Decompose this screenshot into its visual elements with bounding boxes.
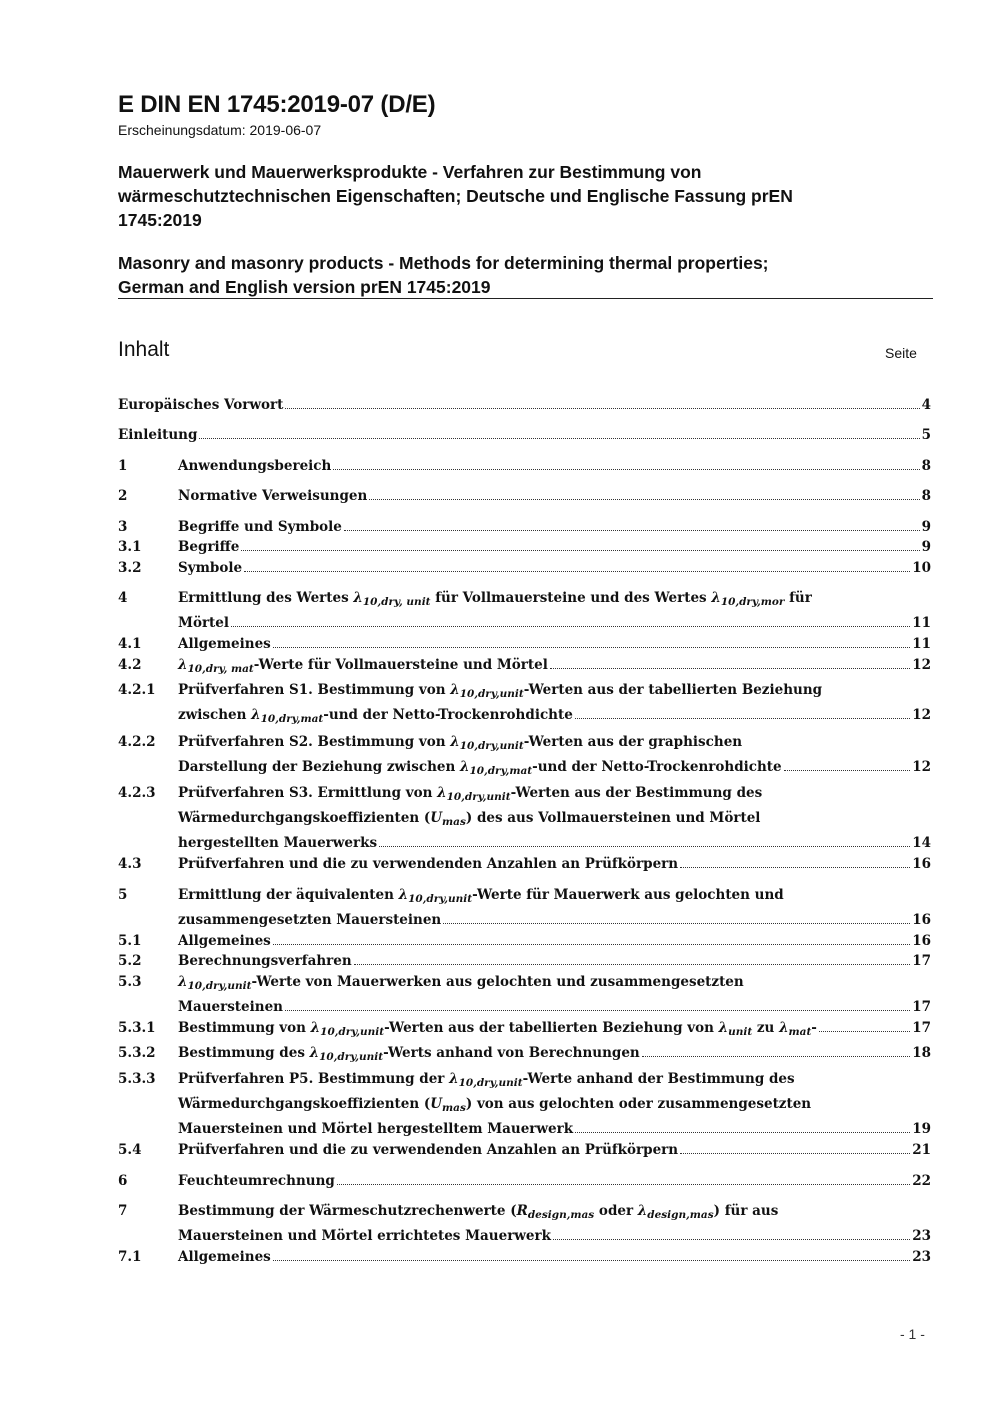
toc-entry-page: 16 bbox=[912, 933, 931, 949]
toc-entry-text: -und der Netto-Trockenrohdichte bbox=[323, 707, 573, 723]
toc-entry-text: Prüfverfahren S1. Bestimmung von bbox=[178, 682, 451, 698]
toc-entry-page: 22 bbox=[912, 1173, 931, 1189]
toc-entry-text: Einleitung bbox=[118, 427, 198, 443]
leader-dots bbox=[354, 964, 911, 965]
toc-entry-number: 4.1 bbox=[118, 636, 142, 652]
lambda-symbol: λ bbox=[450, 734, 460, 750]
toc-entry[interactable] bbox=[118, 1201, 931, 1246]
publication-date: Erscheinungsdatum: 2019-06-07 bbox=[118, 122, 322, 138]
toc-entry-text: für Vollmauersteine und des Wertes bbox=[430, 590, 712, 606]
leader-dots bbox=[680, 1153, 910, 1154]
lambda-symbol: λ bbox=[437, 785, 447, 801]
toc-entry-text: zwischen bbox=[178, 707, 252, 723]
toc-entry-page: 10 bbox=[912, 560, 931, 576]
toc-entry-text: Allgemeines bbox=[178, 636, 271, 652]
toc-entry-page: 23 bbox=[912, 1249, 931, 1265]
toc-entry-text: Normative Verweisungen bbox=[178, 488, 368, 504]
toc-entry[interactable] bbox=[118, 931, 931, 951]
toc-entry-text: Feuchteumrechnung bbox=[178, 1173, 335, 1189]
lambda-symbol: λ bbox=[450, 682, 460, 698]
title-english-line: German and English version prEN 1745:2019 bbox=[118, 277, 491, 297]
leader-dots bbox=[199, 438, 919, 439]
symbol-subscript: 10,dry,unit bbox=[187, 980, 252, 992]
lambda-symbol: λ bbox=[711, 590, 721, 606]
toc-entry-page: 9 bbox=[921, 519, 931, 535]
toc-entry-number: 2 bbox=[118, 488, 128, 504]
toc-entry-number: 3 bbox=[118, 519, 128, 535]
symbol-subscript: mat bbox=[788, 1026, 812, 1038]
toc-entry-text: ) des aus Vollmauersteinen und Mörtel bbox=[465, 810, 761, 826]
toc-entry-page: 11 bbox=[912, 636, 931, 652]
toc-entry-page: 16 bbox=[912, 856, 931, 872]
symbol-subscript: mas bbox=[442, 1102, 466, 1114]
toc-entry-page: 17 bbox=[912, 953, 931, 969]
leader-dots bbox=[575, 718, 910, 719]
toc-entry-page: 4 bbox=[921, 397, 931, 413]
symbol-subscript: 10,dry,unit bbox=[320, 1026, 385, 1038]
toc-entry-number: 5.2 bbox=[118, 953, 142, 969]
toc-entry-page: 17 bbox=[912, 1020, 931, 1036]
toc-entry[interactable] bbox=[118, 634, 931, 654]
toc-entry-page: 8 bbox=[921, 458, 931, 474]
toc-entry[interactable] bbox=[118, 486, 931, 506]
title-divider bbox=[118, 298, 933, 299]
lambda-symbol: λ bbox=[251, 707, 261, 723]
toc-page-column-label: Seite bbox=[885, 345, 917, 361]
toc-entry-text: Wärmedurchgangskoeffizienten ( bbox=[178, 1096, 431, 1112]
u-symbol: U bbox=[430, 810, 443, 826]
toc-entry[interactable] bbox=[118, 558, 931, 578]
toc-entry-text: Europäisches Vorwort bbox=[118, 397, 284, 413]
toc-entry-text: zu bbox=[752, 1020, 780, 1036]
symbol-subscript: 10,dry,unit bbox=[319, 1051, 384, 1063]
symbol-subscript: 10,dry,mat bbox=[260, 713, 324, 725]
toc-entry-number: 5.1 bbox=[118, 933, 142, 949]
toc-entry-number: 7.1 bbox=[118, 1249, 142, 1265]
toc-entry-text: -Werte anhand der Bestimmung des bbox=[522, 1071, 795, 1087]
toc-entry[interactable] bbox=[118, 655, 931, 675]
toc-entry-number: 6 bbox=[118, 1173, 128, 1189]
toc-entry-text: Mauersteinen und Mörtel hergestelltem Mauerwerk bbox=[178, 1121, 574, 1137]
toc-entry-text: zusammengesetzten Mauersteinen bbox=[178, 912, 442, 928]
toc-entry[interactable] bbox=[118, 1069, 931, 1139]
title-german-line: Mauerwerk und Mauerwerksprodukte - Verfahren zur Bestimmung von bbox=[118, 162, 702, 182]
toc-entry-text: Bestimmung des bbox=[178, 1045, 310, 1061]
toc-entry-number: 4.2.3 bbox=[118, 785, 156, 801]
leader-dots bbox=[784, 770, 911, 771]
toc-entry-page: 11 bbox=[912, 615, 931, 631]
leader-dots bbox=[642, 1056, 910, 1057]
toc-entry[interactable] bbox=[118, 1140, 931, 1160]
toc-entry[interactable] bbox=[118, 951, 931, 971]
toc-entry-text: Prüfverfahren und die zu verwendenden Anzahlen an Prüfkörpern bbox=[178, 856, 679, 872]
toc-entry-page: 14 bbox=[912, 835, 931, 851]
toc-entry-text: -Werte für Mauerwerk aus gelochten und bbox=[472, 887, 784, 903]
toc-entry[interactable] bbox=[118, 395, 931, 415]
toc-entry-number: 4.2.2 bbox=[118, 734, 156, 750]
toc-entry-text: Allgemeines bbox=[178, 1249, 271, 1265]
toc-entry-number: 7 bbox=[118, 1203, 128, 1219]
symbol-subscript: 10,dry,mor bbox=[720, 596, 785, 608]
symbol-subscript: 10,dry,mat bbox=[469, 765, 533, 777]
toc-entry-number: 5.4 bbox=[118, 1142, 142, 1158]
toc-entry-text: - bbox=[811, 1020, 817, 1036]
toc-entry-text: Mauersteinen und Mörtel errichtetes Mauerwerk bbox=[178, 1228, 551, 1244]
toc-entry-page: 21 bbox=[912, 1142, 931, 1158]
toc-entry[interactable] bbox=[118, 972, 931, 1017]
toc-entry-text: Symbole bbox=[178, 560, 243, 576]
toc-entry-text: Allgemeines bbox=[178, 933, 271, 949]
toc-entry[interactable] bbox=[118, 885, 931, 930]
symbol-subscript: 10,dry,unit bbox=[446, 791, 511, 803]
symbol-subscript: 10,dry,unit bbox=[459, 688, 524, 700]
toc-entry-text: -Werte von Mauerwerken aus gelochten und zusammengesetzten bbox=[251, 974, 744, 990]
toc-entry-text: ) von aus gelochten oder zusammengesetzten bbox=[465, 1096, 812, 1112]
toc-entry-number: 4.2 bbox=[118, 657, 142, 673]
toc-entry-number: 5.3.3 bbox=[118, 1071, 156, 1087]
title-german-line: wärmeschutztechnischen Eigenschaften; Deutsche und Englische Fassung prEN bbox=[118, 186, 793, 206]
lambda-symbol: λ bbox=[718, 1020, 729, 1036]
toc-entry[interactable] bbox=[118, 854, 931, 874]
toc-entry-text: Ermittlung der äquivalenten bbox=[178, 887, 399, 903]
toc-entry-text: Wärmedurchgangskoeffizienten ( bbox=[178, 810, 431, 826]
leader-dots bbox=[369, 499, 919, 500]
leader-dots bbox=[550, 668, 910, 669]
toc-entry-text: Ermittlung des Wertes bbox=[178, 590, 354, 606]
toc-entry-number: 5.3 bbox=[118, 974, 142, 990]
symbol-subscript: mas bbox=[442, 816, 466, 828]
toc-entry-text: für bbox=[784, 590, 812, 606]
title-german-line: 1745:2019 bbox=[118, 210, 202, 230]
lambda-symbol: λ bbox=[309, 1045, 320, 1061]
toc-entry-number: 3.2 bbox=[118, 560, 142, 576]
toc-entry[interactable] bbox=[118, 732, 931, 777]
toc-entry-text: Prüfverfahren und die zu verwendenden Anzahlen an Prüfkörpern bbox=[178, 1142, 679, 1158]
toc-entry-number: 4 bbox=[118, 590, 128, 606]
toc-entry-number: 5.3.2 bbox=[118, 1045, 156, 1061]
symbol-subscript: 10,dry,unit bbox=[408, 893, 473, 905]
toc-entry-page: 9 bbox=[921, 539, 931, 555]
leader-dots bbox=[575, 1132, 910, 1133]
leader-dots bbox=[285, 408, 919, 409]
toc-entry-text: -Werten aus der tabellierten Beziehung von bbox=[384, 1020, 719, 1036]
leader-dots bbox=[337, 1184, 910, 1185]
toc-entry-text: Prüfverfahren S2. Bestimmung von bbox=[178, 734, 451, 750]
toc-entry-text: -und der Netto-Trockenrohdichte bbox=[532, 759, 782, 775]
toc-entry[interactable] bbox=[118, 680, 931, 725]
toc-entry-text: Bestimmung der Wärmeschutzrechenwerte ( bbox=[178, 1203, 517, 1219]
toc-entry-page: 19 bbox=[912, 1121, 931, 1137]
toc-entry-text: Berechnungsverfahren bbox=[178, 953, 352, 969]
toc-entry-page: 17 bbox=[912, 999, 931, 1015]
toc-entry-text: Bestimmung von bbox=[178, 1020, 311, 1036]
symbol-subscript: 10,dry,unit bbox=[459, 740, 524, 752]
u-symbol: U bbox=[430, 1096, 443, 1112]
title-english bbox=[118, 251, 928, 299]
toc-entry-text: oder bbox=[594, 1203, 638, 1219]
toc-entry-text: Anwendungsbereich bbox=[178, 458, 332, 474]
toc-entry[interactable] bbox=[118, 517, 931, 537]
toc-entry-page: 16 bbox=[912, 912, 931, 928]
toc-entry-text: -Werts anhand von Berechnungen bbox=[383, 1045, 640, 1061]
toc-entry-number: 4.2.1 bbox=[118, 682, 156, 698]
toc-entry-page: 23 bbox=[912, 1228, 931, 1244]
leader-dots bbox=[244, 571, 910, 572]
toc-entry-text: -Werte für Vollmauersteine und Mörtel bbox=[253, 657, 548, 673]
leader-dots bbox=[241, 550, 919, 551]
leader-dots bbox=[680, 867, 910, 868]
toc-entry-text: ) für aus bbox=[713, 1203, 779, 1219]
toc-entry-text: Begriffe bbox=[178, 539, 240, 555]
r-symbol: R bbox=[516, 1203, 528, 1219]
toc-entry[interactable] bbox=[118, 425, 931, 445]
lambda-symbol: λ bbox=[398, 887, 409, 903]
toc-entry-text: -Werten aus der tabellierten Beziehung bbox=[523, 682, 823, 698]
leader-dots bbox=[379, 846, 910, 847]
symbol-subscript: unit bbox=[728, 1026, 753, 1038]
title-english-line: Masonry and masonry products - Methods for determining thermal properties; bbox=[118, 253, 769, 273]
toc-entry-text: -Werten aus der graphischen bbox=[523, 734, 743, 750]
symbol-subscript: 10,dry, mat bbox=[187, 663, 254, 675]
symbol-subscript: design,mas bbox=[647, 1209, 714, 1221]
lambda-symbol: λ bbox=[637, 1203, 648, 1219]
leader-dots bbox=[231, 626, 910, 627]
leader-dots bbox=[333, 469, 919, 470]
toc-entry[interactable] bbox=[118, 1171, 931, 1191]
document-title: E DIN EN 1745:2019-07 (D/E) bbox=[118, 91, 436, 118]
toc-entry-text: Mörtel bbox=[178, 615, 230, 631]
lambda-symbol: λ bbox=[178, 657, 188, 673]
leader-dots bbox=[553, 1239, 910, 1240]
toc-entry-text: Darstellung der Beziehung zwischen bbox=[178, 759, 460, 775]
toc-entry-text: Prüfverfahren P5. Bestimmung der bbox=[178, 1071, 450, 1087]
toc-heading: Inhalt bbox=[118, 338, 170, 361]
toc-entry-text: hergestellten Mauerwerks bbox=[178, 835, 378, 851]
toc-entry[interactable] bbox=[118, 588, 931, 633]
leader-dots bbox=[273, 944, 910, 945]
toc-entry[interactable] bbox=[118, 783, 931, 853]
toc-entry-page: 12 bbox=[912, 759, 931, 775]
toc-entry-page: 18 bbox=[912, 1045, 931, 1061]
toc-entry[interactable] bbox=[118, 1018, 931, 1038]
toc-entry[interactable] bbox=[118, 1247, 931, 1267]
toc-entry-page: 5 bbox=[921, 427, 931, 443]
toc-entry-page: 12 bbox=[912, 707, 931, 723]
toc-entry-number: 1 bbox=[118, 458, 128, 474]
leader-dots bbox=[443, 923, 910, 924]
lambda-symbol: λ bbox=[353, 590, 363, 606]
leader-dots bbox=[285, 1010, 910, 1011]
symbol-subscript: design,mas bbox=[527, 1209, 595, 1221]
toc-entry-number: 5.3.1 bbox=[118, 1020, 156, 1036]
toc-entry[interactable] bbox=[118, 537, 931, 557]
symbol-subscript: 10,dry, unit bbox=[362, 596, 431, 608]
leader-dots bbox=[819, 1031, 910, 1032]
leader-dots bbox=[273, 1260, 910, 1261]
page-number: - 1 - bbox=[900, 1326, 925, 1342]
toc-entry-page: 8 bbox=[921, 488, 931, 504]
toc-entry-text: Prüfverfahren S3. Ermittlung von bbox=[178, 785, 438, 801]
toc-entry-text: -Werten aus der Bestimmung des bbox=[510, 785, 763, 801]
symbol-subscript: 10,dry,unit bbox=[458, 1077, 523, 1089]
toc-entry[interactable] bbox=[118, 456, 931, 476]
lambda-symbol: λ bbox=[310, 1020, 321, 1036]
toc-entry[interactable] bbox=[118, 1043, 931, 1063]
toc-entry-text: Mauersteinen bbox=[178, 999, 283, 1015]
toc-entry-text: Begriffe und Symbole bbox=[178, 519, 342, 535]
lambda-symbol: λ bbox=[449, 1071, 459, 1087]
leader-dots bbox=[344, 530, 920, 531]
title-german bbox=[118, 160, 928, 232]
toc-entry-number: 5 bbox=[118, 887, 128, 903]
lambda-symbol: λ bbox=[459, 759, 470, 775]
lambda-symbol: λ bbox=[779, 1020, 789, 1036]
toc-entry-number: 3.1 bbox=[118, 539, 142, 555]
leader-dots bbox=[273, 647, 910, 648]
toc-entry-page: 12 bbox=[912, 657, 931, 673]
toc-entry-number: 4.3 bbox=[118, 856, 142, 872]
lambda-symbol: λ bbox=[178, 974, 188, 990]
